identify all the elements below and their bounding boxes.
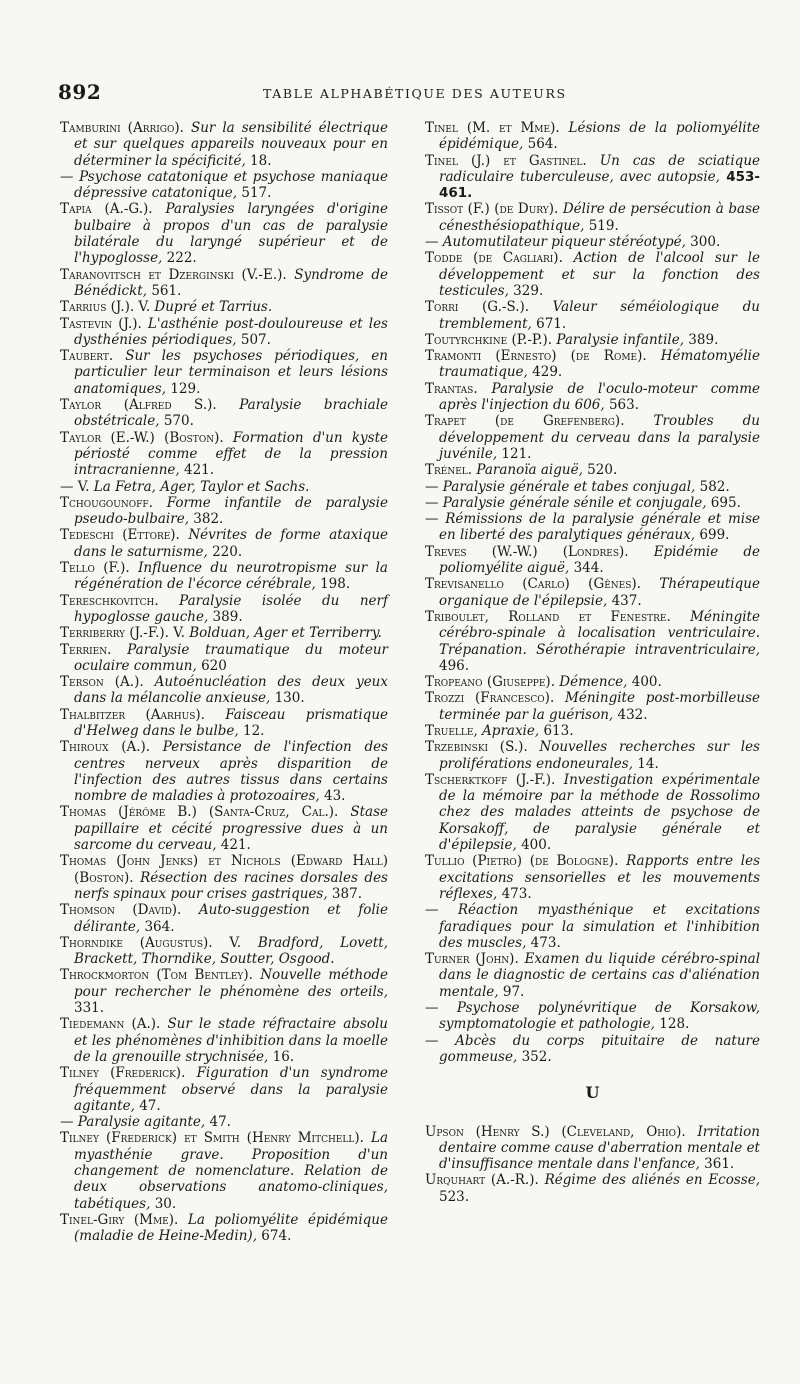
entry-author: — (425, 1032, 456, 1049)
entry-author: Tinel (M. et Mme). (425, 120, 560, 136)
index-entry (425, 772, 760, 853)
entry-author: Taylor (Alfred S.). (60, 397, 217, 414)
index-entry (425, 250, 760, 299)
entry-page-ref: 400. (631, 674, 662, 691)
entry-page-ref: 12. (243, 722, 265, 739)
index-entry (60, 1212, 388, 1245)
index-entry (60, 804, 388, 853)
index-entry (60, 707, 388, 740)
entry-title: Figuration d'un syndrome fréquemment observé dans la paralysie agitante, (74, 1065, 389, 1114)
entry-author: Trapet (de Grefenberg). (425, 413, 625, 430)
index-entry (425, 120, 760, 153)
entry-author: Tereschkovitch. (60, 592, 159, 609)
index-entry (425, 674, 760, 690)
entry-page-ref: 121. (501, 445, 532, 462)
entry-author: Taranovitsch et Dzerginski (V.-E.). (60, 266, 287, 283)
entry-page-ref: 97. (502, 983, 525, 1000)
index-entry (60, 1016, 388, 1065)
entry-page-ref: 30. (154, 1195, 177, 1212)
index-entry (60, 642, 388, 675)
index-entry (425, 153, 760, 202)
entry-title: Forme infantile de paralysie pseudo-bulbaire, (74, 494, 388, 528)
entry-author: — V. (60, 478, 90, 495)
entry-page-ref: 198. (320, 576, 351, 593)
entry-page-ref: 352. (521, 1048, 552, 1065)
entry-author: Tissot (F.) (de Dury). (425, 201, 559, 218)
entry-page-ref: 364. (144, 918, 175, 935)
entry-title: La poliomyélite épidémique (maladie de Heine-Medin), (74, 1211, 388, 1245)
index-entry (425, 723, 760, 739)
entry-page-ref: 421. (183, 462, 215, 479)
entry-author: Torri (G.-S.). (425, 299, 530, 316)
index-entry (60, 853, 388, 902)
entry-page-ref: 519. (588, 217, 619, 234)
index-entry (425, 299, 760, 332)
entry-title: Nouvelle méthode pour rechercher le phénomène des orteils, (74, 967, 388, 1000)
entry-author: Tastevin (J.). (60, 315, 142, 332)
entry-title: Examen du liquide cérébro-spinal dans le diagnostic de certains cas d'aliénation mentale, (439, 951, 761, 1000)
index-entry (425, 511, 760, 544)
entry-title: Sur la sensibilité électrique et sur quelques appareils nouveaux pour en déterminer la spécificité, (74, 120, 388, 169)
index-entry (60, 430, 388, 479)
index-entry (425, 234, 760, 250)
entry-author: Thomas (Jérôme B.) (Santa-Cruz, Cal.). (60, 804, 339, 821)
entry-title: L'asthénie post-douloureuse et les dysthénies périodiques, (74, 315, 388, 348)
entry-page-ref: 400. (521, 837, 552, 854)
index-entry (60, 625, 388, 641)
entry-author: Thorndike (Augustus). V. (60, 934, 242, 951)
entry-title: Syndrome de Bénédickt, (74, 266, 388, 299)
index-entry (425, 576, 760, 609)
entry-title: Méningite post-morbilleuse terminée par la guérison, (439, 690, 760, 723)
entry-title: Sur le stade réfractaire absolu et les phénomènes d'inhibition dans la moelle de la grenouille strychnisée, (74, 1016, 388, 1065)
entry-page-ref: 695. (710, 494, 741, 511)
entry-title: Investigation expérimentale de la mémoire par la méthode de Rossolimo chez des malades atteints de psychose de Korsakoff, de paralysie générale et d'épilepsie, (439, 771, 760, 854)
entry-title: Méningite cérébro-spinale à localisation ventriculaire. Trépanation. Sérothérapie intraventriculaire, (439, 608, 760, 658)
entry-author: Tramonti (Ernesto) (de Rome). (425, 348, 647, 365)
entry-author: Trozzi (Francesco). (425, 690, 555, 707)
entry-author: Thomson (David). (60, 902, 182, 919)
index-entry (60, 495, 388, 528)
entry-title: Autoénucléation des deux yeux dans la mélancolie anxieuse, (74, 674, 388, 707)
index-entry (60, 169, 388, 202)
entry-author: Thiroux (A.). (60, 739, 151, 756)
entry-page-ref: 563. (608, 397, 640, 414)
index-entry (60, 739, 388, 804)
index-entry (425, 479, 760, 495)
index-entry (425, 951, 760, 1000)
entry-author: Turner (John). (425, 951, 519, 968)
entry-author: Tscherktkoff (J.-F.). (425, 771, 556, 788)
entry-title: Irritation dentaire comme cause d'aberration mentale et d'insuffisance mentale dans l'enfance, (439, 1123, 760, 1173)
entry-page-ref: 564. (527, 136, 558, 153)
entry-title: Epidémie de poliomyélite aiguë, (439, 543, 760, 577)
entry-author: Trantas. (425, 380, 478, 397)
entry-page-ref: 520. (587, 462, 618, 479)
entry-author: — (425, 234, 443, 251)
entry-page-ref: 389. (688, 331, 719, 348)
entry-title: Dupré et Tarrius. (154, 299, 273, 316)
entry-author: Urquhart (A.-R.). (425, 1172, 539, 1189)
entry-page-ref: 47. (139, 1097, 161, 1114)
entry-author: Tinel (J.) et Gastinel. (425, 152, 587, 169)
index-entry (60, 201, 388, 266)
entry-title: Influence du neurotropisme sur la régénération de l'écorce cérébrale, (74, 560, 388, 593)
index-entry (60, 479, 388, 495)
entry-page-ref: 671. (536, 315, 567, 332)
entry-page-ref: 389. (212, 608, 243, 625)
entry-title: Faisceau prismatique d'Helweg dans le bulbe, (74, 706, 389, 739)
entry-title: Démence, (559, 674, 628, 691)
entry-author: Tropeano (Giuseppe). (425, 674, 555, 691)
index-entry (425, 1033, 760, 1066)
index-entry (425, 609, 760, 674)
entry-author: Taubert. (60, 348, 114, 365)
entry-page-ref: 14. (637, 755, 659, 772)
entry-title: Régime des aliénés en Ecosse, (544, 1172, 761, 1189)
left-column (60, 120, 388, 1244)
entry-page-ref: 220. (212, 543, 243, 560)
page-title: TABLE ALPHABÉTIQUE DES AUTEURS (263, 86, 567, 101)
index-entry (60, 120, 388, 169)
entry-author: — (425, 511, 446, 528)
index-entry (60, 935, 388, 968)
entry-page-ref: 674. (261, 1228, 292, 1245)
entry-page-ref: 222. (166, 250, 197, 267)
index-entry (60, 316, 388, 349)
entry-page-ref: 329. (513, 282, 544, 299)
entry-title: Paralysie brachiale obstétricale, (74, 397, 388, 430)
entry-title: Automutilateur piqueur stéréotypé, (442, 234, 686, 251)
running-head (58, 80, 760, 104)
entry-page-ref: 561. (151, 282, 182, 299)
entry-page-ref: 620 (201, 657, 227, 674)
entry-page-ref: 507. (240, 331, 271, 348)
entry-author: Tinel-Giry (Mme). (60, 1211, 179, 1228)
entry-author: Todde (de Cagliari). (425, 250, 563, 267)
entry-title: Réaction myasthénique et excitations faradiques pour la simulation et l'inhibition des muscles, (439, 902, 761, 951)
entry-title: Délire de persécution à base cénesthésiopathique, (439, 201, 760, 234)
index-entry (425, 544, 760, 577)
entry-author: Trzebinski (S.). (425, 739, 528, 756)
entry-title: Psychose catatonique et psychose maniaque dépressive catatonique, (74, 168, 388, 202)
index-entry (60, 902, 388, 935)
entry-author: Tapia (A.-G.). (60, 201, 153, 218)
entry-author: — (425, 494, 443, 511)
entry-title: Névrites de forme ataxique dans le saturnisme, (74, 527, 389, 560)
index-entry (60, 967, 388, 1016)
section-letter-u: U (585, 1083, 600, 1103)
index-entry (425, 853, 760, 902)
entry-author: Terson (A.). (60, 674, 144, 691)
entry-title: Auto-suggestion et folie délirante, (74, 902, 388, 935)
index-entry (60, 593, 388, 626)
entry-page-ref: 387. (331, 885, 362, 902)
entry-title: Valeur séméiologique du tremblement, (439, 299, 760, 332)
index-entry (60, 527, 388, 560)
entry-author: Trevisanello (Carlo) (Gênes). (425, 576, 641, 593)
entry-page-ref: 130. (274, 690, 305, 707)
entry-author: Terriberry (J.-F.). V. (60, 625, 185, 642)
entry-title: Rémissions de la paralysie générale et mise en liberté des paralytiques généraux, (439, 511, 760, 544)
entry-author: Tedeschi (Ettore). (60, 527, 180, 544)
index-entry (425, 201, 760, 234)
entry-author: Upson (Henry S.) (Cleveland, Ohio). (425, 1123, 686, 1140)
entry-title: Paralysie générale et tabes conjugal, (442, 478, 696, 495)
entry-page-ref: 699. (699, 527, 730, 544)
entry-page-ref: 331. (74, 1000, 105, 1017)
index-entry (425, 381, 760, 414)
entry-author: Taylor (E.-W.) (Boston). (60, 429, 224, 446)
entry-page-ref: 613. (543, 722, 574, 739)
entry-author: Throckmorton (Tom Bentley). (60, 967, 253, 984)
index-entry (60, 348, 388, 397)
entry-title: Bradford, Lovett, Brackett, Thorndike, Soutter, Osgood. (74, 934, 389, 968)
index-entry (60, 299, 388, 315)
entry-author: Tello (F.). (60, 560, 130, 577)
index-entry (425, 462, 760, 478)
entry-title: Abcès du corps pituitaire de nature gommeuse, (439, 1032, 760, 1065)
entry-page-ref: 382. (193, 511, 224, 528)
index-entry (425, 1124, 760, 1173)
entry-title: Thérapeutique organique de l'épilepsie, (439, 576, 760, 609)
page-number: 892 (58, 80, 102, 104)
entry-title: Nouvelles recherches sur les proliférations endoneurales, (439, 739, 760, 772)
entry-author: Tilney (Frederick). (60, 1065, 186, 1082)
entry-title: Lésions de la poliomyélite épidémique, (439, 120, 761, 153)
entry-title: Paralysie agitante, (77, 1114, 206, 1131)
entry-page-ref: 300. (690, 234, 721, 251)
entry-title: Un cas de sciatique radiculaire tuberculeuse, avec autopsie, (439, 152, 761, 185)
index-entry (425, 1172, 760, 1205)
entry-author: — (425, 902, 458, 919)
right-column (425, 120, 760, 1205)
entry-title: Paralysie isolée du nerf hypoglosse gauche, (74, 592, 388, 625)
entry-page-ref: 582. (699, 478, 730, 495)
index-entry (425, 332, 760, 348)
entry-author: Tamburini (Arrigo). (60, 120, 184, 136)
entry-title: Psychose polynévritique de Korsakow, symptomatologie et pathologie, (439, 1000, 761, 1033)
entry-author: Triboulet, Rolland et Fenestre. (425, 608, 671, 625)
entry-author: Tiedemann (A.). (60, 1016, 161, 1033)
index-entry (60, 1114, 388, 1130)
entry-author: Terrien. (60, 641, 112, 658)
entry-title: Apraxie, (482, 722, 540, 739)
index-entry (60, 674, 388, 707)
entry-author: — (60, 1114, 78, 1131)
entry-title: Action de l'alcool sur le développement et sur la fonction des testicules, (439, 250, 760, 299)
entry-title: La Fetra, Ager, Taylor et Sachs. (93, 478, 310, 495)
index-entry (60, 1130, 388, 1211)
index-entry (60, 267, 388, 300)
entry-page-ref: 473. (530, 934, 561, 951)
entry-title: La myasthénie grave. Proposition d'un changement de nomenclature. Relation de deux observations anatomo-cliniques, tabétiques, (74, 1130, 388, 1212)
entry-author: Truelle, (425, 722, 478, 739)
index-entry (425, 902, 760, 951)
index-entry (60, 1065, 388, 1114)
entry-page-ref: 437. (611, 592, 642, 609)
entry-author: Tarrius (J.). V. (60, 299, 151, 316)
entry-title: Stase papillaire et cécité progressive dues à un sarcome du cerveau, (74, 804, 388, 854)
entry-page-ref: 16. (272, 1048, 295, 1065)
entry-title: Paralysies laryngées d'origine bulbaire à propos d'un cas de paralysie bilatérale du laryngé supérieur et de l'hypoglosse, (74, 201, 388, 267)
entry-author: — (425, 478, 443, 495)
entry-page-ref: 129. (170, 380, 201, 397)
entry-author: Thalbitzer (Aarhus). (60, 706, 205, 723)
entry-title: Sur les psychoses périodiques, en particulier leur terminaison et leurs lésions anatomiques, (74, 348, 388, 397)
entry-author: Treves (W.-W.) (Londres). (425, 543, 629, 560)
entry-title: Formation d'un kyste périosté comme effet de la pression intracranienne, (74, 429, 388, 479)
index-entry (60, 397, 388, 430)
entry-page-ref: 432. (617, 706, 648, 723)
entry-page-ref: 523. (439, 1188, 470, 1205)
entry-author: Thomas (John Jenks) et Nichols (Edward Hall) (Boston). (60, 853, 388, 886)
entry-author: Trénel. (425, 462, 473, 479)
index-entry (425, 739, 760, 772)
entry-page-ref: 453-461. (439, 168, 760, 202)
entry-title: Troubles du développement du cerveau dans la paralysie juvénile, (439, 413, 760, 462)
entry-title: Paranoïa aiguë, (476, 462, 583, 479)
entry-author: Tullio (Pietro) (de Bologne). (425, 853, 619, 870)
index-entry (60, 560, 388, 593)
entry-title: Bolduan, Ager et Terriberry. (189, 625, 382, 642)
entry-page-ref: 473. (501, 885, 532, 902)
index-entry (425, 1000, 760, 1033)
entry-author: — (425, 1000, 457, 1017)
index-entry (425, 413, 760, 462)
entry-page-ref: 361. (704, 1156, 735, 1173)
entry-page-ref: 43. (324, 788, 346, 805)
entry-page-ref: 570. (163, 413, 194, 430)
entry-author: Tchougounoff. (60, 494, 153, 511)
entry-page-ref: 18. (250, 152, 272, 169)
entry-page-ref: 496. (439, 657, 470, 674)
entry-page-ref: 421. (220, 837, 251, 854)
entry-page-ref: 47. (209, 1114, 231, 1131)
entry-title: Rapports entre les excitations sensorielles et les mouvements réflexes, (439, 853, 760, 902)
index-entry (425, 495, 760, 511)
entry-title: Résection des racines dorsales des nerfs spinaux pour crises gastriques, (74, 869, 388, 902)
entry-title: Hématomyélie traumatique, (439, 348, 760, 381)
entry-author: Tilney (Frederick) et Smith (Henry Mitchell). (60, 1130, 364, 1147)
entry-author: — (60, 168, 80, 185)
entry-page-ref: 517. (241, 185, 272, 202)
entry-page-ref: 344. (573, 560, 604, 577)
entry-author: Toutyrchkine (P.-P.). (425, 331, 553, 348)
entry-title: Paralysie infantile, (556, 331, 684, 348)
entry-title: Persistance de l'infection des centres nerveux après disparition de l'infection des autres tissus dans certains nombre de maladies à protozoaires, (74, 739, 388, 805)
entry-title: Paralysie traumatique du moteur oculaire commun, (74, 641, 388, 674)
entry-page-ref: 128. (659, 1016, 690, 1033)
index-entry (425, 348, 760, 381)
entry-title: Paralysie générale sénile et conjugale, (442, 494, 707, 511)
index-entry (425, 690, 760, 723)
entry-title: Paralysie de l'oculo-moteur comme après l'injection du 606, (439, 380, 760, 414)
entry-page-ref: 429. (532, 364, 563, 381)
